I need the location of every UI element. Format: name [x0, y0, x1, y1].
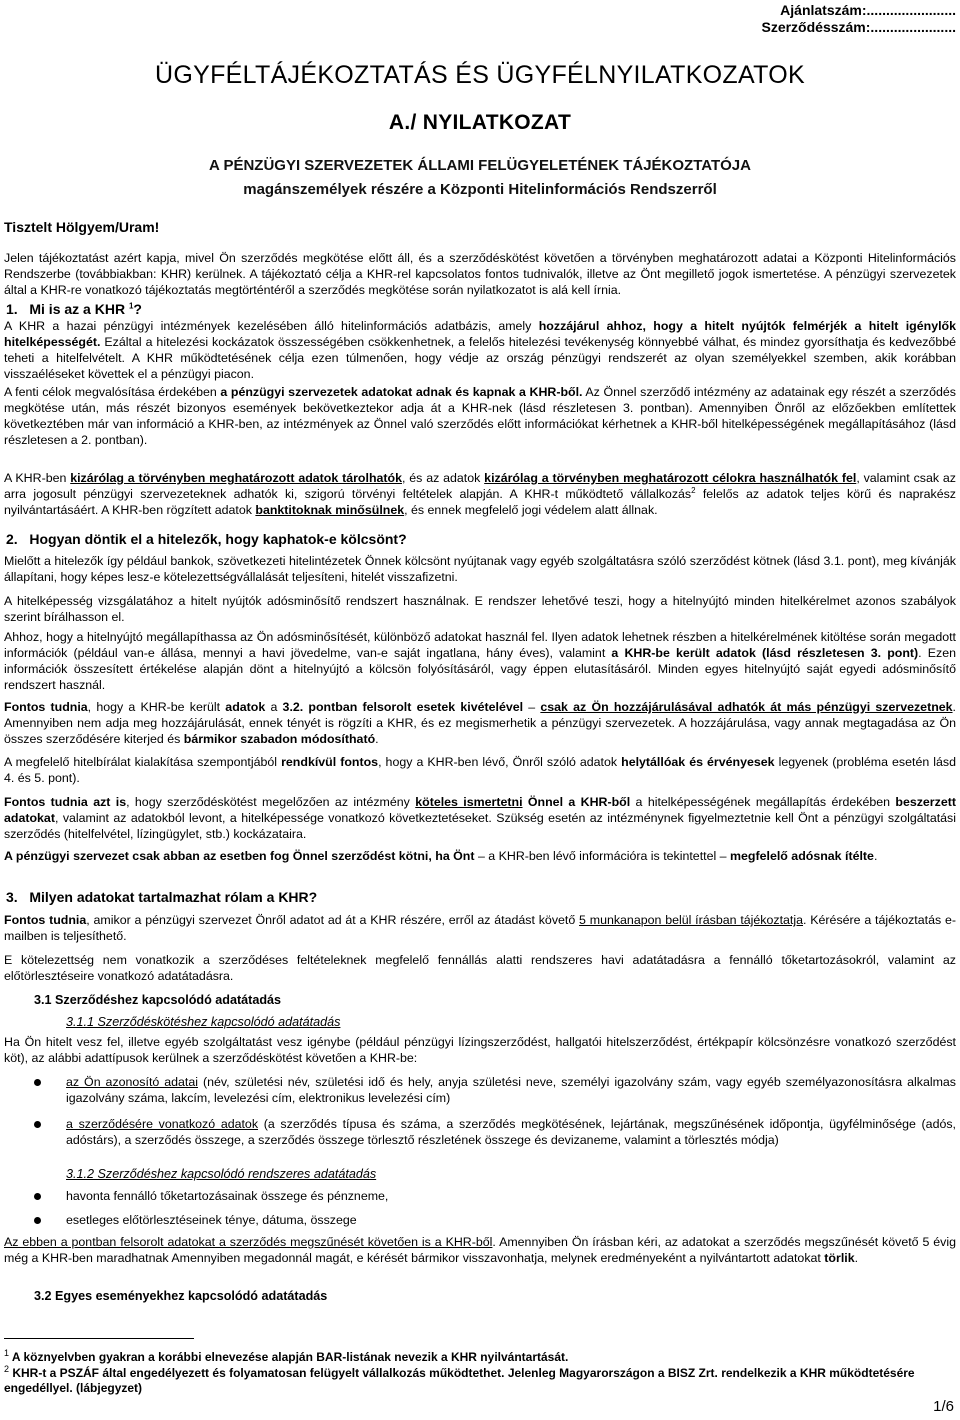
- footnote-divider: [4, 1338, 194, 1339]
- bullet-icon: [34, 1079, 41, 1086]
- section-1-heading: 1. Mi is az a KHR $^1$?: [6, 301, 142, 317]
- s3-paragraph-1: Fontos tudnia, amikor a pénzügyi szervezet Önről adatot ad át a KHR részére, erről az átadást követő 5 munkanapon belül írásban tájékoztatja. Kérésére a tájékoztatás e-mailben is teljesíthető.: [4, 913, 956, 943]
- notice-title: A PÉNZÜGYI SZERVEZETEK ÁLLAMI FELÜGYELETÉNEK TÁJÉKOZTATÓJA: [209, 157, 751, 174]
- contract-number: Szerződésszám:......................: [761, 19, 956, 35]
- page-title: ÜGYFÉLTÁJÉKOZTATÁS ÉS ÜGYFÉLNYILATKOZATOK: [155, 61, 805, 89]
- s1-paragraph-1: A KHR a hazai pénzügyi intézmények kezelésében álló hitelinformációs adatbázis, amely hozzájárul ahhoz, hogy a hitelt nyújtók felmérjék a hitelt igénylők hitelképességét. Ezáltal a hitelezési kockázatok összességében csökkenhetnek, a felelős hitelezési tevékenység könnyebbé válhat, és mindez gyorsíthatja és kedvezőbbé teheti a hitelfelvételt. A KHR működtetésének célja ezen túlmenően, hogy védje az ország pénzügyi rendszerét az olyan személyekkel szemben, akik korábban visszaéléseket követtek el a pénzügyi piacon.: [4, 319, 956, 381]
- s2-paragraph-5: A megfelelő hitelbírálat kialakítása szempontjából rendkívül fontos, hogy a KHR-ben lévő, Önről szóló adatok helytállóak és érvényesek legyenek (probléma esetén lásd 4. és 5. pont).: [4, 755, 956, 785]
- list-item-prepayment: esetleges előtörlesztéseinek ténye, dátuma, összege: [66, 1213, 357, 1227]
- s3-paragraph-4: Az ebben a pontban felsorolt adatokat a szerződés megszűnését követően is a KHR-ből. Amennyiben Ön írásban kéri, az adatokat a szerződés megszűnését követő 5 évig még a KHR-ben maradhatnak Amennyiben megadonnál magát, e kérését bármikor visszavonhatja, melynek eredményeként a nyilvántartott adatokat törlik.: [4, 1235, 956, 1265]
- s3-paragraph-3: Ha Ön hitelt vesz fel, illetve egyéb szolgáltatást vesz igénybe (például pénzügyi lízingszerződést, hallgatói hitelszerződést, értékpapír kölcsönzésre vonatkozó szerződést köt), az alábbi adattípusok kerülnek a szerződéskötést követően a KHR-be:: [4, 1035, 956, 1065]
- greeting: Tisztelt Hölgyem/Uram!: [4, 219, 160, 235]
- intro-paragraph: Jelen tájékoztatást azért kapja, mivel Ön szerződés megkötése előtt áll, és a szerződéskötést követően a törvényben meghatározott adatai a Központi Hitelinformációs Rendszerbe (továbbiakban: KHR) kerülnek. A tájékoztató célja a KHR-rel kapcsolatos fontos tudnivalók, illetve az Önt megillető jogok ismertetése. A pénzügyi szervezetek által a KHR-re vonatkozó tájékoztatás megtörténtéről a szerződés megkötése során nyilatkozatot is alá kell írnia.: [4, 251, 956, 297]
- s1-paragraph-2: A fenti célok megvalósítása érdekében a pénzügyi szervezetek adatokat adnak és kapnak a KHR-ből. Az Önnel szerződő intézmény az adatainak egy részét a szerződés megkötése után, más részét bizonyos események bekövetkeztekor adja át a KHR-nek (lásd részletesen 3. pontban). Amennyiben Önről az előzőekben említettek következtében már van információ a KHR-ben, az intézmények az Önnel való szerződés előtt információkat kérhetnek a KHR-ből hitelképességének megállapításához (lásd részletesen a 2. pontban).: [4, 385, 957, 447]
- footnote-ref: 1: [128, 301, 134, 311]
- footnote-2: $^2$ KHR-t a PSZÁF által engedélyezett és folyamatosan felügyelt vállalkozás működtethet. Jelenleg Magyarországon a BISZ Zrt. rendelkezik a KHR működtetésére engedéllyel. (lábjegyzet): [4, 1364, 915, 1395]
- bullet-icon: [34, 1121, 41, 1128]
- subsection-3-1-heading: 3.1 Szerződéshez kapcsolódó adatátadás: [34, 993, 282, 1007]
- s2-paragraph-2: A hitelképesség vizsgálatához a hitelt nyújtók adósminősítő rendszert használnak. E rendszer lehetővé teszi, hogy a hitelnyújtó minden hitelkérelmet azonos szabályok szerint bírálhasson el.: [4, 594, 956, 624]
- bullet-icon: [34, 1193, 41, 1200]
- s2-paragraph-6: Fontos tudnia azt is, hogy szerződéskötést megelőzően az intézmény köteles ismertetni Önnel a KHR-ből a hitelképességének megállapítás érdekében beszerzett adatokat, valamint az adatokból levont, a hitelképessége vonatkozó következtetéseket. Szükség esetén az intézménynek figyelmeztetnie kell Önt a pénzügyi szolgáltatási szerződés (hitelfelvétel, lízingügylet, stb.) kockázataira.: [4, 795, 957, 841]
- s3-paragraph-2: E kötelezettség nem vonatkozik a szerződéses feltételeknek megfelelő fennállás alatti rendszeres havi adatátadásra a fennálló tőketartozásokról, valamint az előtörlesztéseire vonatkozó adatátadásra.: [4, 953, 956, 983]
- section-2-heading: 2. Hogyan döntik el a hitelezők, hogy kaphatok-e kölcsönt?: [6, 531, 407, 547]
- section-3-heading: 3. Milyen adatokat tartalmazhat rólam a KHR?: [6, 889, 318, 905]
- subsection-3-1-2-heading: 3.1.2 Szerződéshez kapcsolódó rendszeres adatátadás: [66, 1167, 377, 1181]
- page-number: 1/6: [933, 1398, 954, 1415]
- footnote-1: $^1$ A köznyelvben gyakran a korábbi elnevezése alapján BAR-listának nevezik a KHR nyilvántartását.: [4, 1348, 569, 1364]
- section-subtitle: A./ NYILATKOZAT: [388, 111, 572, 134]
- list-item-balance: havonta fennálló tőketartozásainak összege és pénzneme,: [66, 1189, 389, 1203]
- notice-subtitle: magánszemélyek részére a Központi Hitelinformációs Rendszerről: [243, 181, 717, 198]
- list-item-contract: a szerződésére vonatkozó adatok (a szerződés típusa és száma, a szerződés megkötésének, lejártának, megszűnésének időpontja, ügyfélminősége (adós, adóstárs), a szerződés összege, a szerződés összege törlesztő részletének összege és devizaneme, valamint a törlesztés módja): [66, 1117, 956, 1147]
- s2-paragraph-1: Mielőtt a hitelezők így például bankok, szövetkezeti hitelintézetek Önnek kölcsönt nyújtanak vagy egyéb szolgáltatásra szóló szerződést kötnek (lásd 3.1. pont), meg kívánják állapítani, hogy képes lesz-e kötelezettségvállalását teljesíteni, hitelét visszafizetni.: [4, 554, 956, 584]
- subsection-3-1-1-heading: 3.1.1 Szerződéskötéshez kapcsolódó adatátadás: [66, 1015, 341, 1029]
- s1-paragraph-3: A KHR-ben kizárólag a törvényben meghatározott adatok tárolhatók, és az adatok kizárólag a törvényben meghatározott célokra használhatók fel, valamint csak az arra jogosult pénzügyi szervezeteknek adhatók ki, szigorú törvényi feltételek alapján. A KHR-t működtető vállalkozás$^2$ felelős az adatok teljes körű és naprakész nyilvántartásáért. A KHR-ben rögzített adatok banktitoknak minősülnek, és ennek megfelelő jogi védelem alatt állnak.: [4, 471, 956, 517]
- s2-paragraph-4: Fontos tudnia, hogy a KHR-be került adatok a 3.2. pontban felsorolt esetek kivételével – csak az Ön hozzájárulásával adhatók át más pénzügyi szervezetnek. Amennyiben nem adja meg hozzájárulását, ennek tényét is rögzíti a KHR, és ez megismerhetik a pénzügyi szervezetek. A hozzájárulása, vagy annak megtagadása az Ön összes szerződésére kiterjed és bármikor szabadon módosítható.: [4, 700, 956, 746]
- offer-number: Ajánlatszám:.......................: [780, 2, 956, 18]
- bullet-icon: [34, 1217, 41, 1224]
- s2-paragraph-3: Ahhoz, hogy a hitelnyújtó megállapíthassa az Ön adósminősítését, különböző adatokat használ fel. Ilyen adatok lehetnek részben a hitelkérelmének kitöltése során megadott információk (például van-e állása, mennyi a havi jövedelme, van-e saját ingatlana, hány éves), valamint a KHR-be került adatok (lásd részletesen 3. pont). Ezen információk összesített értékelése alapján dönt a hitelnyújtó a kölcsön folyósításáról, vagy éppen elutasításáról. Minden egyes hitelnyújtó saját egyedi adósminősítő rendszert használ.: [4, 630, 956, 692]
- s2-paragraph-7: A pénzügyi szervezet csak abban az esetben fog Önnel szerződést kötni, ha Önt – a KHR-ben lévő információra is tekintettel – megfelelő adósnak ítélte.: [4, 849, 878, 863]
- list-item-identity: az Ön azonosító adatai (név, születési név, születési idő és hely, anyja születési neve, személyi igazolvány szám, vagy egyéb személyazonosításra alkalmas igazolvány száma, lakcím, levelezési cím, elektronikus levelezési cím): [66, 1075, 957, 1105]
- subsection-3-2-heading: 3.2 Egyes eseményekhez kapcsolódó adatátadás: [34, 1289, 328, 1303]
